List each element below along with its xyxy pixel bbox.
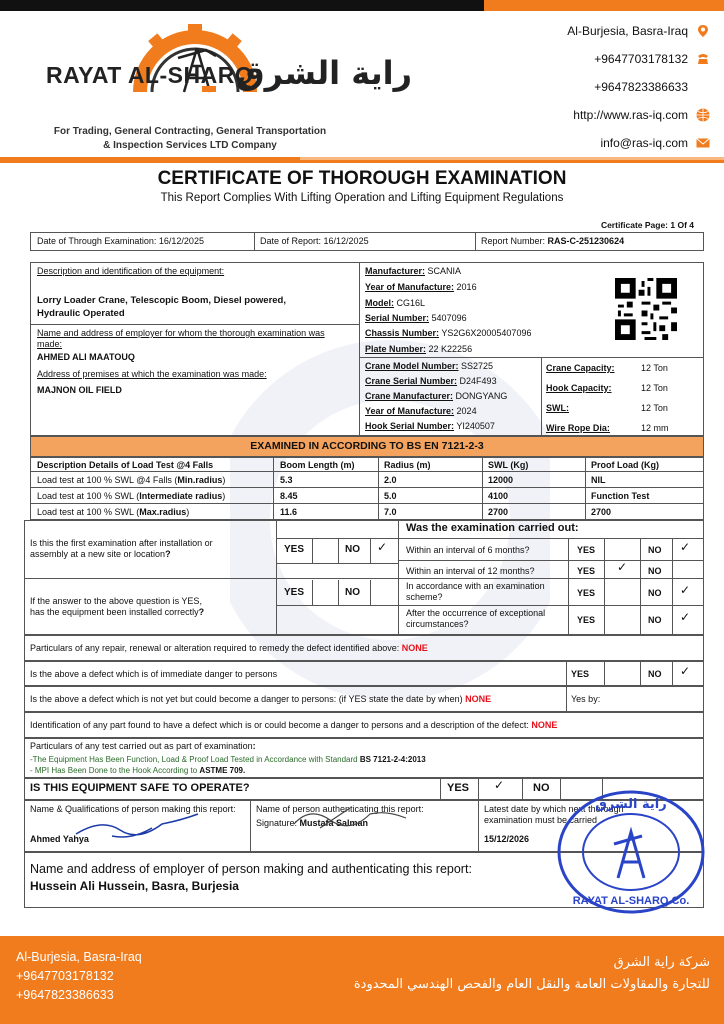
question-installed-correctly [30,596,270,618]
safe-no: NO [533,782,550,794]
table-cell: 5.3 [280,475,293,485]
footer-arabic [354,952,710,996]
signature-2-icon [290,802,410,836]
q1-no-checkbox[interactable]: ✓ [377,540,388,554]
vehicle-year [365,282,477,293]
premises-value: MAJNON OIL FIELD [37,385,122,395]
crane-model-label: Crane Model Number: [365,361,459,371]
q2-yes-label: YES [284,587,305,598]
top-bar-accent [484,0,724,11]
option-12-months: Within an interval of 12 months? [406,566,535,576]
crane-capacity-value: 12 Ton [641,363,668,373]
test-line-1-text: -The Equipment Has Been Function, Load & Proof Load Tested in Accordance with Standard [30,755,360,764]
address-text: Al-Burjesia, Basra-Iraq [567,24,688,38]
table-cell: 2700 [591,507,612,517]
plate-value: 22 K22256 [428,344,473,354]
table-cell: 12000 [488,475,514,485]
phone-1-text: +9647703178132 [594,52,688,66]
company-stamp-icon [556,790,706,914]
company-tagline [40,125,340,153]
carried-out-heading: Was the examination carried out: [406,522,579,534]
safe-yes-check[interactable]: ✓ [494,778,505,792]
crane-model-value: SS2725 [461,361,494,371]
table-cell: NIL [591,475,606,485]
test-line-2-standard: ASTME 709. [199,766,246,775]
crane-manufacturer-label: Crane Manufacturer: [365,391,454,401]
opt4-yes: YES [577,615,596,625]
authenticator-label: Name of person authenticating this report: [256,804,424,814]
crane-year-label: Year of Manufacture: [365,406,455,416]
table-cell: 7.0 [384,507,397,517]
employer-maker-label: Name and address of employer of person making and authenticating this report: [30,862,472,876]
vehicle-model-value: CG16L [396,298,426,308]
crane-year-value: 2024 [456,406,477,416]
employer-name: AHMED ALI MAATOUQ [37,352,135,362]
qr-code-icon[interactable] [615,278,677,340]
repair-text [30,643,428,654]
phone-spacer [696,80,710,94]
table-cell: Function Test [591,491,650,501]
row-1-desc-post: ) [222,475,226,485]
contact-website[interactable] [573,108,710,122]
hook-serial [365,421,495,432]
tests-label [30,741,256,752]
chassis-number [365,328,531,339]
hook-capacity-label: Hook Capacity: [546,383,612,393]
table-row-desc [37,491,225,502]
immediate-no-check[interactable]: ✓ [680,664,691,678]
hook-serial-label: Hook Serial Number: [365,421,455,431]
footer-contact [16,948,142,1005]
exam-date: Date of Through Examination: 16/12/2025 [37,236,204,246]
swl-label: SWL: [546,403,569,413]
footer-arabic-description: للتجارة والمقاولات العامة والنقل العام والفحص الهندسي المحدودة [353,977,710,992]
swl-value: 12 Ton [641,403,668,413]
q2-no-label: NO [345,587,360,598]
header-swl: SWL (Kg) [488,460,529,470]
vehicle-serial-label: Serial Number: [365,313,430,323]
crane-serial [365,376,497,387]
plate-label: Plate Number: [365,344,427,354]
report-date: Date of Report: 16/12/2025 [260,236,369,246]
stamp-english-text: RAYAT AL-SHARQ Co. [572,895,690,907]
footer-phone-1: +9647703178132 [16,969,114,983]
safe-yes: YES [447,782,470,794]
equipment-desc-label: Description and identification of the equipment: [37,266,225,276]
table-cell: 2.0 [384,475,397,485]
next-exam-label: Latest date by which next thorough examination must be carried [484,804,624,825]
opt2-no: NO [648,566,662,576]
authenticator-name: Mustafa Salman [299,818,369,828]
table-cell: 11.6 [280,507,298,517]
question-mark: ? [165,549,171,559]
opt1-no: NO [648,545,662,555]
question-mark: ? [198,607,205,617]
footer-address: Al-Burjesia, Basra-Iraq [16,950,142,964]
opt3-no-check[interactable]: ✓ [680,583,691,597]
mail-icon [696,136,710,150]
opt3-yes: YES [577,588,596,598]
header-boom-length: Boom Length (m) [280,460,355,470]
table-cell: 5.0 [384,491,397,501]
logo-english-text: RAYAT AL-SHARQ [46,62,254,88]
employer-label: Name and address of employer for whom the thorough examination was made: [37,328,325,349]
row-2-desc-pre: Load test at 100 % SWL ( [37,491,140,501]
q1-yes-label: YES [284,544,305,555]
row-1-desc-pre: Load test at 100 % SWL @4 Falls ( [37,475,178,485]
tests-label-text: Particulars of any test carried out as part of examination [30,741,253,751]
opt3-no: NO [648,588,662,598]
employer-maker-value: Hussein Ali Hussein, Basra, Burjesia [30,879,239,893]
chassis-value: YS2G6X20005407096 [441,328,532,338]
page-subtitle: This Report Complies With Lifting Operation and Lifting Equipment Regulations [160,192,564,204]
header-rule-light [300,157,724,160]
hook-capacity-value: 12 Ton [641,383,668,393]
globe-icon [696,108,710,122]
chassis-label: Chassis Number: [365,328,440,338]
row-3-desc-pre: Load test at 100 % SWL ( [37,507,140,517]
repair-value: NONE [401,643,428,653]
crane-manufacturer [365,391,507,402]
signature-1-icon [72,810,202,846]
plate-number [365,344,472,355]
footer-phone-2: +9647823386633 [16,988,114,1002]
row-1-desc-bold: Min.radius [177,475,223,485]
table-row-desc [37,507,189,518]
crane-serial-label: Crane Serial Number: [365,376,458,386]
hook-serial-value: YI240507 [456,421,495,431]
safe-to-operate-question: IS THIS EQUIPMENT SAFE TO OPERATE? [30,782,250,794]
test-line-2 [30,765,245,776]
opt1-no-check[interactable]: ✓ [680,540,691,554]
contact-phone-2 [594,80,710,94]
crane-manufacturer-value: DONGYANG [455,391,508,401]
yes-by-label: Yes by: [571,694,601,704]
report-number-value: RAS-C-251230624 [547,236,625,246]
location-pin-icon [696,24,710,38]
report-maker-label: Name & Qualifications of person making this report: [30,804,236,814]
q1-yes-checkbox[interactable] [313,540,338,562]
next-exam-date: 15/12/2026 [484,834,530,844]
manufacturer-label: Manufacturer: [365,266,426,276]
opt2-yes: YES [577,566,596,576]
logo-arabic-text: راية الشرق [236,54,413,92]
q2-yes-checkbox[interactable] [313,582,338,604]
crane-capacity-label: Crane Capacity: [546,363,615,373]
load-test-banner-text: EXAMINED IN ACCORDING TO BS EN 7121-2-3 [250,440,484,452]
signature-label: Signature: [256,818,300,828]
vehicle-year-value: 2016 [456,282,477,292]
vehicle-serial [365,313,467,324]
wire-rope-label: Wire Rope Dia: [546,423,610,433]
table-cell: 2700 [488,507,509,517]
vehicle-model-label: Model: [365,298,394,308]
immediate-danger-text: Is the above a defect which is of immediate danger to persons [30,669,278,679]
table-cell: 4100 [488,491,509,501]
vehicle-model [365,298,425,309]
footer-arabic-company: شركة راية الشرق [613,955,710,970]
top-bar [0,0,724,11]
header-proof-load: Proof Load (Kg) [591,460,659,470]
vehicle-serial-value: 5407096 [431,313,467,323]
equipment-desc: Lorry Loader Crane, Telescopic Boom, Diesel powered, Hydraulic Operated [37,295,287,319]
repair-label: Particulars of any repair, renewal or alteration required to remedy the defect identified above: [30,643,402,653]
opt4-no: NO [648,615,662,625]
page-title: CERTIFICATE OF THOROUGH EXAMINATION [157,168,567,189]
question-first-exam-line-1: Is this the first examination after installation or [30,538,213,548]
tagline-line-1: For Trading, General Contracting, General Transportation [53,126,327,137]
manufacturer-value: SCANIA [427,266,462,276]
future-danger-text [30,694,491,705]
contact-email[interactable] [600,136,710,150]
q1-no-label: NO [345,544,360,555]
row-3-desc-post: ) [186,507,190,517]
contact-address [567,24,710,38]
option-scheme: In accordance with an examination scheme? [406,581,545,602]
question-installed-line-1: If the answer to the above question is YES, [30,596,202,606]
row-2-desc-post: ) [222,491,226,501]
crane-model [365,361,493,372]
question-first-exam [30,538,270,560]
opt2-yes-check[interactable]: ✓ [617,560,628,574]
immediate-yes: YES [571,669,590,679]
report-number [481,236,624,247]
future-danger-label: Is the above a defect which is not yet but could become a danger to persons: (if YES state the date by when) [30,694,466,704]
wire-rope-value: 12 mm [641,423,669,433]
question-first-exam-line-2: assembly at a new site or location [30,549,166,559]
identification-label: Identification of any part found to have a defect which is or could become a danger to persons and a description of the defect: [30,720,532,730]
identification-value: NONE [531,720,558,730]
test-line-2-text: - MPI Has Been Done to the Hook According to [30,766,200,775]
future-danger-value: NONE [465,694,492,704]
website-link[interactable]: http://www.ras-iq.com [573,108,688,122]
option-exceptional: After the occurrence of exceptional circumstances? [406,608,546,629]
row-3-desc-bold: Max.radius [139,507,187,517]
phone-2-text: +9647823386633 [594,80,688,94]
test-line-1-standard: BS 7121-2-4:2013 [359,755,426,764]
question-installed-line-2: has the equipment been installed correctly [30,607,199,617]
phone-icon [696,52,710,66]
option-6-months: Within an interval of 6 months? [406,545,530,555]
tagline-line-2: & Inspection Services LTD Company [103,140,277,151]
test-line-1 [30,754,426,765]
email-link[interactable]: info@ras-iq.com [600,136,688,150]
footer [0,936,724,1024]
header-description: Description Details of Load Test @4 Falls [37,460,214,470]
q2-no-checkbox[interactable] [372,582,397,604]
report-number-label: Report Number: [481,236,548,246]
premises-label: Address of premises at which the examination was made: [37,369,267,379]
crane-year [365,406,477,417]
table-cell: 8.45 [280,491,298,501]
crane-serial-value: D24F493 [459,376,497,386]
row-2-desc-bold: Intermediate radius [139,491,223,501]
header-radius: Radius (m) [384,460,431,470]
immediate-no: NO [648,669,662,679]
opt4-no-check[interactable]: ✓ [680,610,691,624]
report-maker-name: Ahmed Yahya [30,834,89,844]
table-row-desc [37,475,225,486]
opt1-yes: YES [577,545,596,555]
vehicle-year-label: Year of Manufacture: [365,282,455,292]
certificate-page-number: Certificate Page: 1 Of 4 [600,220,694,230]
contact-phone-1 [594,52,710,66]
identification-text [30,720,557,731]
stamp-arabic-text: راية الشرق [595,797,667,812]
manufacturer [365,266,461,277]
tests-label-colon: : [252,741,256,751]
